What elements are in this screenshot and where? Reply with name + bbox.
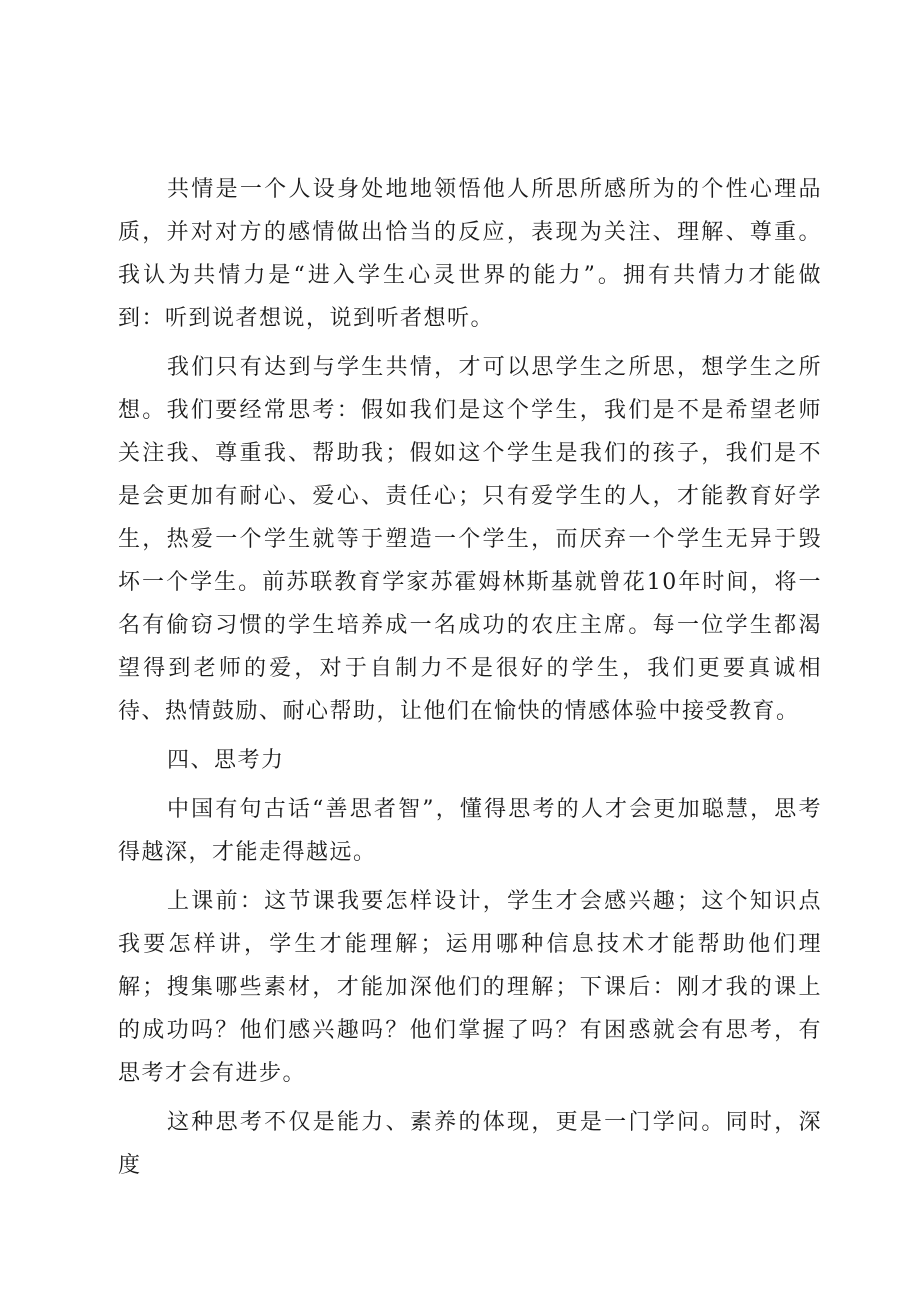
paragraph-empathy-with-students: 我们只有达到与学生共情，才可以思学生之所思，想学生之所想。我们要经常思考：假如我们是这个学生，我们是不是希望老师关注我、尊重我、帮助我；假如这个学生是我们的孩子，我们是不是会更加有耐心、爱心、责任心；只有爱学生的人，才能教育好学生，热爱一个学生就等于塑造一个学生，而厌弃一个学生无异于毁坏一个学生。前苏联教育学家苏霍姆林斯基就曾花10年时间，将一名有偷窃习惯的学生培养成一名成功的农庄主席。每一位学生都渴望得到老师的爱，对于自制力不是很好的学生，我们更要真诚相待、热情鼓励、耐心帮助，让他们在愉快的情感体验中接受教育。 [118, 355, 822, 724]
paragraph-empathy-definition: 共情是一个人设身处地地领悟他人所思所感所为的个性心理品质，并对对方的感情做出恰当的反应，表现为关注、理解、尊重。我认为共情力是“进入学生心灵世界的能力”。拥有共情力才能做到：听到说者想说，说到听者想听。 [118, 177, 822, 331]
section-heading-thinking: 四、思考力 [167, 748, 285, 773]
paragraph-before-after-class: 上课前：这节课我要怎样设计，学生才会感兴趣；这个知识点我要怎样讲，学生才能理解；运用哪种信息技术才能帮助他们理解；搜集哪些素材，才能加深他们的理解；下课后：刚才我的课上的成功吗？他们感兴趣吗？他们掌握了吗？有困惑就会有思考，有思考才会有进步。 [118, 889, 822, 1086]
paragraph-thinking-proverb: 中国有句古话“善思者智”，懂得思考的人才会更加聪慧，思考得越深，才能走得越远。 [118, 797, 822, 865]
document-body [118, 168, 822, 1193]
paragraph-thinking-ability: 这种思考不仅是能力、素养的体现，更是一门学问。同时，深度 [118, 1110, 822, 1178]
